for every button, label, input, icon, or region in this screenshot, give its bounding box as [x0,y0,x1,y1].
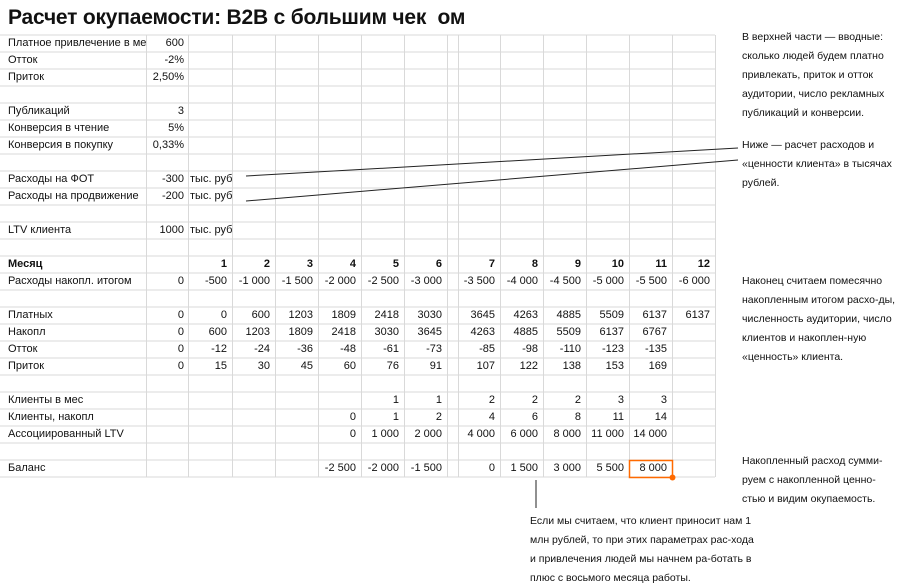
table-cell: 1 500 [510,462,538,474]
table-cell: -6 000 [678,275,710,287]
table-cell: 5 500 [596,462,624,474]
table-cell: 4885 [556,309,581,321]
table-row-label: Баланс [8,462,46,474]
table-cell: 3645 [470,309,495,321]
input-value: 5% [168,122,184,134]
note-costs: Ниже — расчет расходов и «ценности клиента» в тысячах рублей. [742,139,892,189]
table-cell: 0 [177,326,184,338]
table-cell: 1203 [288,309,313,321]
input-label: Приток [8,71,45,83]
table-cell: 0 [349,428,356,440]
input-label: Конверсия в чтение [8,122,110,134]
leader-line-promo [246,160,738,201]
table-row-label: Платных [8,309,53,321]
table-row-label: Накопл [8,326,46,338]
table-cell: 107 [476,360,495,372]
table-cell: -4 000 [506,275,538,287]
table-cell: 1 000 [371,428,399,440]
month-header: 7 [488,258,495,270]
table-cell: 30 [257,360,270,372]
table-cell: -500 [204,275,227,287]
month-header: 11 [655,258,667,270]
table-cell: -1 000 [238,275,270,287]
table-row-label: Расходы накопл. итогом [8,275,132,287]
table-cell: 76 [386,360,399,372]
table-cell: 4263 [470,326,495,338]
table-cell: 3645 [417,326,442,338]
table-cell: 5509 [556,326,581,338]
note-balance: Накопленный расход сумми-руем с накопленной ценно-стью и видим окупаемость. [742,455,883,505]
table-cell: 6137 [685,309,710,321]
table-cell: -1 500 [410,462,442,474]
table-cell: 4 [488,411,495,423]
page-title: Расчет окупаемости: B2B с большим чек ом [8,6,466,29]
table-cell: 138 [562,360,581,372]
table-cell: 6767 [642,326,667,338]
table-cell: 3 [660,394,667,406]
table-cell: 5509 [599,309,624,321]
table-cell: 6 [531,411,538,423]
month-header: 8 [531,258,538,270]
table-cell: 169 [648,360,667,372]
table-cell: 0 [177,360,184,372]
month-header: 3 [306,258,313,270]
table-row-label: Клиенты в мес [8,394,84,406]
input-unit: тыс. руб [190,173,233,185]
table-row-label: Отток [8,343,38,355]
table-cell: 0 [220,309,227,321]
input-label: Публикаций [8,105,70,117]
month-header: 6 [435,258,442,270]
table-cell: 91 [429,360,442,372]
input-value: -2% [164,54,184,66]
input-value: 1000 [159,224,184,236]
month-header: 10 [611,258,624,270]
table-cell: -1 500 [281,275,313,287]
input-unit: тыс. руб [190,190,233,202]
table-cell: 1203 [245,326,270,338]
input-value: -200 [161,190,184,202]
table-cell: -4 500 [549,275,581,287]
table-cell: 14 000 [633,428,667,440]
table-cell: 3 [617,394,624,406]
table-cell: 2 [574,394,581,406]
table-cell: -5 500 [635,275,667,287]
table-cell: 2 [531,394,538,406]
table-cell: 2418 [374,309,399,321]
input-label: LTV клиента [8,224,72,236]
table-cell: 2 [435,411,442,423]
input-value: 2,50% [152,71,184,83]
table-cell: 1809 [288,326,313,338]
table-cell: 11 000 [591,428,624,440]
note-inputs: В верхней части — вводные: сколько людей будем платно привлекать, приток и отток аудитории, число рекламных публикаций и конверсии. [742,31,885,119]
table-cell: -85 [479,343,495,355]
table-cell: 6137 [642,309,667,321]
month-header: 1 [220,258,227,270]
table-cell: -110 [559,343,581,355]
table-cell: 1809 [331,309,356,321]
table-cell: 1 [392,394,399,406]
table-cell: 6 000 [510,428,538,440]
table-cell: -24 [254,343,270,355]
table-cell: 122 [519,360,538,372]
table-cell: -2 000 [324,275,356,287]
table-cell: 15 [214,360,227,372]
table-cell: 3 000 [553,462,581,474]
leader-line-fot [246,148,738,176]
table-cell: -2 000 [367,462,399,474]
month-header: 4 [349,258,356,270]
table-cell: 0 [488,462,495,474]
table-cell: 8 [574,411,581,423]
table-cell: -61 [383,343,399,355]
input-value: 3 [177,105,184,117]
table-cell: 0 [177,343,184,355]
month-header: 2 [263,258,270,270]
month-header: 5 [392,258,399,270]
table-cell: 6137 [599,326,624,338]
table-cell: 600 [208,326,227,338]
table-cell: 14 [654,411,667,423]
table-cell: -36 [297,343,313,355]
table-cell: 1 [435,394,442,406]
table-cell: 8 000 [639,462,667,474]
table-cell: 3030 [417,309,442,321]
table-cell: 8 000 [553,428,581,440]
table-cell: -5 000 [592,275,624,287]
table-cell: 4 000 [467,428,495,440]
input-unit: тыс. руб [190,224,233,236]
table-cell: 11 [612,411,624,423]
table-row-label: Приток [8,360,45,372]
table-cell: 600 [251,309,270,321]
input-value: -300 [161,173,184,185]
table-cell: 1 [392,411,399,423]
table-cell: 2 [488,394,495,406]
input-label: Расходы на продвижение [8,190,139,202]
table-cell: 0 [349,411,356,423]
table-cell: -12 [211,343,227,355]
table-cell: 0 [177,309,184,321]
highlight-marker-dot [670,475,676,481]
table-cell: -123 [601,343,624,355]
table-cell: 2 000 [414,428,442,440]
month-header: 9 [574,258,581,270]
table-row-label: Клиенты, накопл [8,411,94,423]
table-cell: 2418 [331,326,356,338]
table-cell: -135 [644,343,667,355]
table-cell: 0 [177,275,184,287]
table-cell: -2 500 [367,275,399,287]
input-label: Конверсия в покупку [8,139,114,151]
table-cell: -3 500 [463,275,495,287]
note-monthly: Наконец считаем помесячно накопленным итогом расхо-ды, численность аудитории, число клиентов и накоплен-ную «ценность» клиента. [742,275,896,363]
table-cell: -3 000 [410,275,442,287]
table-cell: -73 [426,343,442,355]
month-header-label: Месяц [8,258,43,270]
month-header: 12 [697,258,710,270]
table-cell: 4885 [513,326,538,338]
table-cell: 4263 [513,309,538,321]
input-label: Расходы на ФОТ [8,173,95,185]
table-row-label: Ассоциированный LTV [8,428,124,440]
table-cell: -98 [522,343,538,355]
table-cell: 45 [300,360,313,372]
table-cell: 153 [605,360,624,372]
input-value: 600 [165,37,184,49]
table-cell: -48 [340,343,356,355]
table-cell: 60 [343,360,356,372]
input-value: 0,33% [152,139,184,151]
table-cell: 3030 [374,326,399,338]
note-payback: Если мы считаем, что клиент приносит нам 1 млн рублей, то при этих параметрах рас-хода и привлечения людей мы начнем ра-ботать в плюс с восьмого месяца работы. [530,515,754,584]
input-label: Платное привлечение в ме [8,37,147,49]
input-label: Отток [8,54,38,66]
table-cell: -2 500 [324,462,356,474]
